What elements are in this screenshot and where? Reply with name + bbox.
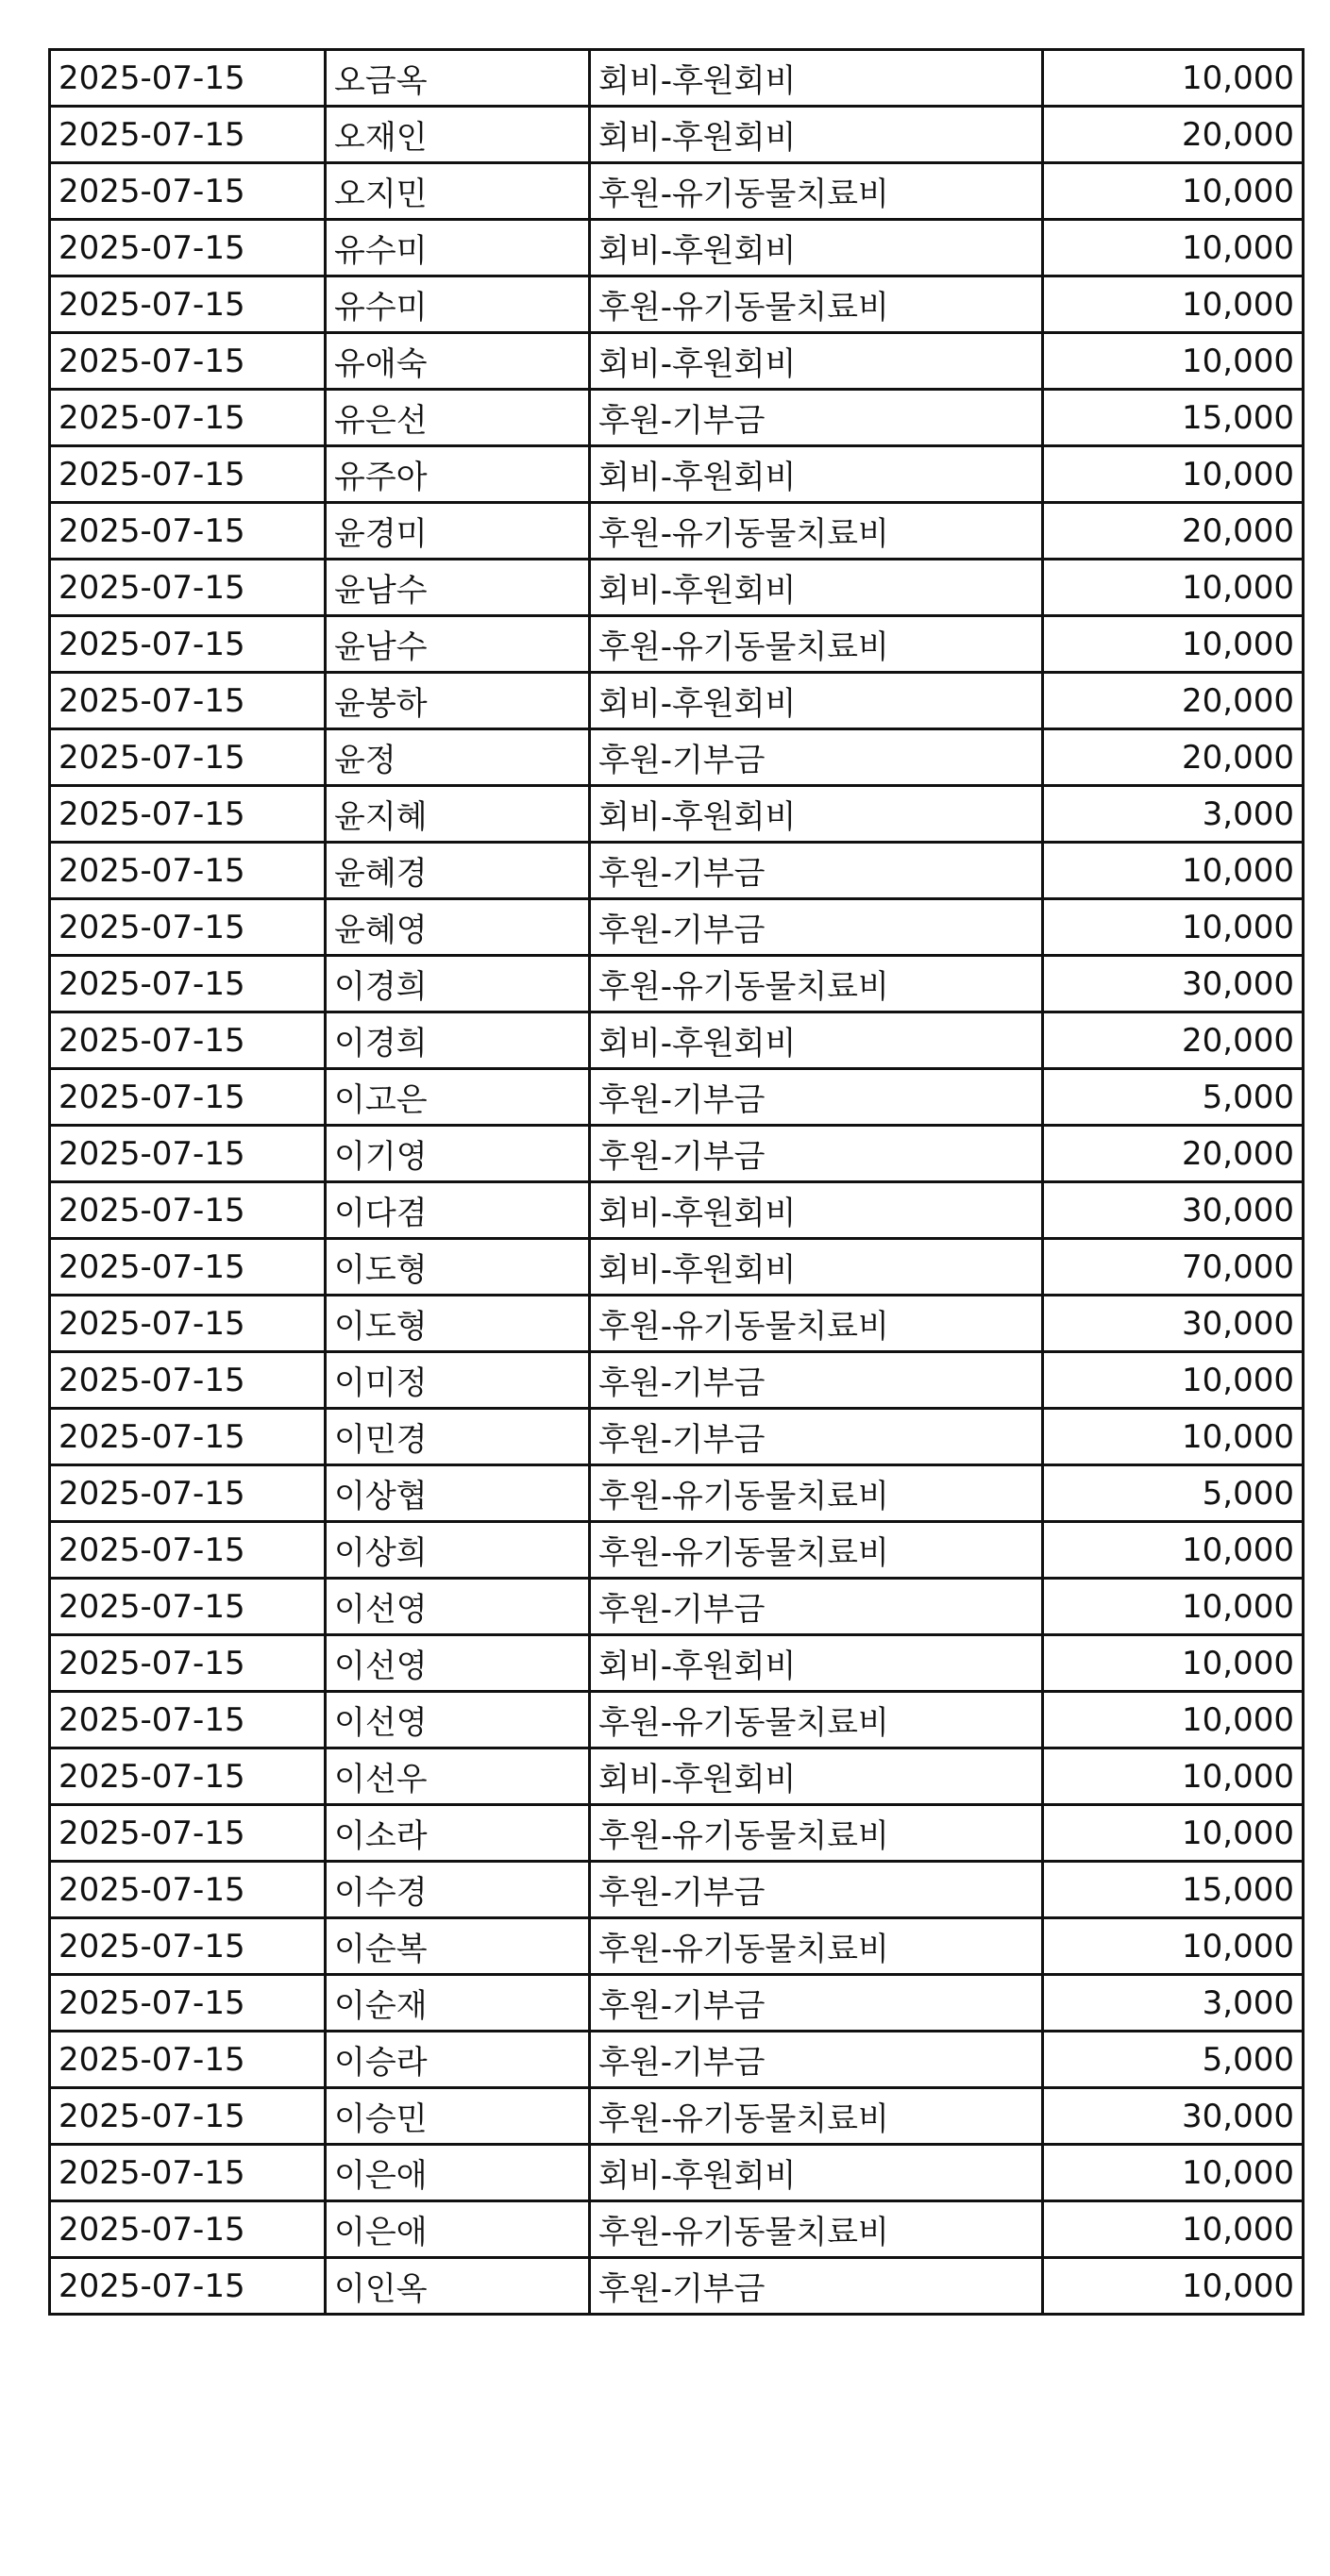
- table-row: [50, 2088, 1304, 2145]
- amount-cell: 10,000: [1043, 1409, 1304, 1465]
- amount-cell: 15,000: [1043, 390, 1304, 446]
- amount-cell: 30,000: [1043, 2088, 1304, 2145]
- table-row: [50, 1012, 1304, 1069]
- amount-cell: 70,000: [1043, 1239, 1304, 1296]
- date-cell: 2025-07-15: [50, 1296, 326, 1352]
- date-cell: 2025-07-15: [50, 1239, 326, 1296]
- table-row: [50, 333, 1304, 390]
- table-row: [50, 1805, 1304, 1862]
- table-row: [50, 1748, 1304, 1805]
- table-row: [50, 220, 1304, 276]
- amount-cell: 10,000: [1043, 2145, 1304, 2201]
- category-cell: 후원-기부금: [590, 1352, 1043, 1409]
- category-cell: 후원-유기동물치료비: [590, 2201, 1043, 2258]
- amount-cell: 10,000: [1043, 1692, 1304, 1748]
- table-row: [50, 843, 1304, 899]
- category-cell: 회비-후원회비: [590, 1239, 1043, 1296]
- table-row: [50, 786, 1304, 843]
- date-cell: 2025-07-15: [50, 107, 326, 163]
- name-cell: 이경희: [326, 1012, 590, 1069]
- category-cell: 후원-기부금: [590, 729, 1043, 786]
- date-cell: 2025-07-15: [50, 2258, 326, 2315]
- name-cell: 이상협: [326, 1465, 590, 1522]
- table-row: [50, 1579, 1304, 1635]
- category-cell: 회비-후원회비: [590, 1182, 1043, 1239]
- table-row: [50, 2145, 1304, 2201]
- amount-cell: 10,000: [1043, 446, 1304, 503]
- name-cell: 윤혜경: [326, 843, 590, 899]
- category-cell: 후원-유기동물치료비: [590, 503, 1043, 560]
- date-cell: 2025-07-15: [50, 843, 326, 899]
- category-cell: 회비-후원회비: [590, 1012, 1043, 1069]
- amount-cell: 10,000: [1043, 1805, 1304, 1862]
- amount-cell: 20,000: [1043, 107, 1304, 163]
- date-cell: 2025-07-15: [50, 956, 326, 1012]
- table-row: [50, 956, 1304, 1012]
- name-cell: 이선영: [326, 1635, 590, 1692]
- category-cell: 후원-기부금: [590, 2258, 1043, 2315]
- category-cell: 회비-후원회비: [590, 560, 1043, 616]
- category-cell: 후원-기부금: [590, 1069, 1043, 1126]
- name-cell: 이미정: [326, 1352, 590, 1409]
- amount-cell: 30,000: [1043, 1182, 1304, 1239]
- date-cell: 2025-07-15: [50, 899, 326, 956]
- table-row: [50, 1692, 1304, 1748]
- date-cell: 2025-07-15: [50, 2088, 326, 2145]
- amount-cell: 20,000: [1043, 673, 1304, 729]
- table-row: [50, 107, 1304, 163]
- amount-cell: 10,000: [1043, 50, 1304, 107]
- amount-cell: 3,000: [1043, 1975, 1304, 2032]
- category-cell: 후원-기부금: [590, 2032, 1043, 2088]
- amount-cell: 20,000: [1043, 1012, 1304, 1069]
- amount-cell: 10,000: [1043, 1748, 1304, 1805]
- category-cell: 후원-기부금: [590, 1862, 1043, 1918]
- category-cell: 후원-유기동물치료비: [590, 2088, 1043, 2145]
- date-cell: 2025-07-15: [50, 2145, 326, 2201]
- name-cell: 이기영: [326, 1126, 590, 1182]
- table-row: [50, 1635, 1304, 1692]
- name-cell: 이민경: [326, 1409, 590, 1465]
- name-cell: 이승라: [326, 2032, 590, 2088]
- name-cell: 이다겸: [326, 1182, 590, 1239]
- table-row: [50, 1409, 1304, 1465]
- table-row: [50, 1522, 1304, 1579]
- name-cell: 이순재: [326, 1975, 590, 2032]
- date-cell: 2025-07-15: [50, 673, 326, 729]
- date-cell: 2025-07-15: [50, 276, 326, 333]
- table-row: [50, 163, 1304, 220]
- amount-cell: 10,000: [1043, 2258, 1304, 2315]
- date-cell: 2025-07-15: [50, 503, 326, 560]
- category-cell: 후원-기부금: [590, 899, 1043, 956]
- category-cell: 회비-후원회비: [590, 2145, 1043, 2201]
- amount-cell: 10,000: [1043, 163, 1304, 220]
- date-cell: 2025-07-15: [50, 333, 326, 390]
- name-cell: 유주아: [326, 446, 590, 503]
- name-cell: 이은애: [326, 2145, 590, 2201]
- category-cell: 회비-후원회비: [590, 50, 1043, 107]
- table-row: [50, 446, 1304, 503]
- category-cell: 회비-후원회비: [590, 786, 1043, 843]
- category-cell: 후원-유기동물치료비: [590, 1296, 1043, 1352]
- table-row: [50, 2032, 1304, 2088]
- name-cell: 윤남수: [326, 616, 590, 673]
- category-cell: 후원-유기동물치료비: [590, 616, 1043, 673]
- date-cell: 2025-07-15: [50, 50, 326, 107]
- category-cell: 후원-기부금: [590, 1409, 1043, 1465]
- amount-cell: 10,000: [1043, 276, 1304, 333]
- name-cell: 이선영: [326, 1692, 590, 1748]
- amount-cell: 10,000: [1043, 1579, 1304, 1635]
- table-row: [50, 899, 1304, 956]
- table-row: [50, 1126, 1304, 1182]
- name-cell: 유은선: [326, 390, 590, 446]
- name-cell: 유수미: [326, 220, 590, 276]
- table-row: [50, 2201, 1304, 2258]
- amount-cell: 10,000: [1043, 1522, 1304, 1579]
- name-cell: 오지민: [326, 163, 590, 220]
- category-cell: 후원-유기동물치료비: [590, 1522, 1043, 1579]
- date-cell: 2025-07-15: [50, 2032, 326, 2088]
- name-cell: 이승민: [326, 2088, 590, 2145]
- table-row: [50, 673, 1304, 729]
- name-cell: 이경희: [326, 956, 590, 1012]
- date-cell: 2025-07-15: [50, 1352, 326, 1409]
- name-cell: 오재인: [326, 107, 590, 163]
- category-cell: 회비-후원회비: [590, 1635, 1043, 1692]
- date-cell: 2025-07-15: [50, 2201, 326, 2258]
- category-cell: 후원-유기동물치료비: [590, 1692, 1043, 1748]
- amount-cell: 20,000: [1043, 729, 1304, 786]
- table-row: [50, 503, 1304, 560]
- ledger-body: [50, 50, 1304, 2315]
- category-cell: 회비-후원회비: [590, 446, 1043, 503]
- amount-cell: 10,000: [1043, 220, 1304, 276]
- category-cell: 후원-유기동물치료비: [590, 1918, 1043, 1975]
- date-cell: 2025-07-15: [50, 786, 326, 843]
- name-cell: 유애숙: [326, 333, 590, 390]
- date-cell: 2025-07-15: [50, 616, 326, 673]
- table-row: [50, 390, 1304, 446]
- name-cell: 이수경: [326, 1862, 590, 1918]
- amount-cell: 5,000: [1043, 1069, 1304, 1126]
- name-cell: 이선우: [326, 1748, 590, 1805]
- date-cell: 2025-07-15: [50, 1635, 326, 1692]
- amount-cell: 30,000: [1043, 1296, 1304, 1352]
- date-cell: 2025-07-15: [50, 1975, 326, 2032]
- category-cell: 후원-유기동물치료비: [590, 276, 1043, 333]
- date-cell: 2025-07-15: [50, 1465, 326, 1522]
- amount-cell: 10,000: [1043, 2201, 1304, 2258]
- name-cell: 이선영: [326, 1579, 590, 1635]
- category-cell: 후원-기부금: [590, 1579, 1043, 1635]
- date-cell: 2025-07-15: [50, 1126, 326, 1182]
- category-cell: 회비-후원회비: [590, 673, 1043, 729]
- table-row: [50, 1352, 1304, 1409]
- table-row: [50, 1296, 1304, 1352]
- amount-cell: 10,000: [1043, 616, 1304, 673]
- table-row: [50, 1465, 1304, 1522]
- date-cell: 2025-07-15: [50, 1012, 326, 1069]
- category-cell: 후원-기부금: [590, 1126, 1043, 1182]
- donation-ledger-table: [48, 48, 1305, 2316]
- date-cell: 2025-07-15: [50, 1918, 326, 1975]
- amount-cell: 10,000: [1043, 333, 1304, 390]
- date-cell: 2025-07-15: [50, 560, 326, 616]
- date-cell: 2025-07-15: [50, 446, 326, 503]
- table-row: [50, 1975, 1304, 2032]
- date-cell: 2025-07-15: [50, 1522, 326, 1579]
- amount-cell: 30,000: [1043, 956, 1304, 1012]
- amount-cell: 10,000: [1043, 1918, 1304, 1975]
- date-cell: 2025-07-15: [50, 220, 326, 276]
- table-row: [50, 1239, 1304, 1296]
- amount-cell: 10,000: [1043, 560, 1304, 616]
- category-cell: 후원-유기동물치료비: [590, 1465, 1043, 1522]
- table-row: [50, 616, 1304, 673]
- table-row: [50, 729, 1304, 786]
- category-cell: 후원-유기동물치료비: [590, 1805, 1043, 1862]
- name-cell: 오금옥: [326, 50, 590, 107]
- date-cell: 2025-07-15: [50, 1579, 326, 1635]
- date-cell: 2025-07-15: [50, 729, 326, 786]
- category-cell: 후원-기부금: [590, 1975, 1043, 2032]
- category-cell: 후원-기부금: [590, 843, 1043, 899]
- table-row: [50, 1862, 1304, 1918]
- date-cell: 2025-07-15: [50, 390, 326, 446]
- table-row: [50, 1182, 1304, 1239]
- date-cell: 2025-07-15: [50, 1692, 326, 1748]
- category-cell: 회비-후원회비: [590, 333, 1043, 390]
- amount-cell: 10,000: [1043, 899, 1304, 956]
- amount-cell: 5,000: [1043, 1465, 1304, 1522]
- amount-cell: 15,000: [1043, 1862, 1304, 1918]
- date-cell: 2025-07-15: [50, 1805, 326, 1862]
- category-cell: 후원-유기동물치료비: [590, 163, 1043, 220]
- amount-cell: 10,000: [1043, 843, 1304, 899]
- name-cell: 이소라: [326, 1805, 590, 1862]
- table-row: [50, 2258, 1304, 2315]
- name-cell: 윤남수: [326, 560, 590, 616]
- category-cell: 회비-후원회비: [590, 107, 1043, 163]
- table-row: [50, 1918, 1304, 1975]
- table-row: [50, 276, 1304, 333]
- name-cell: 윤봉하: [326, 673, 590, 729]
- name-cell: 이고은: [326, 1069, 590, 1126]
- table-row: [50, 560, 1304, 616]
- amount-cell: 5,000: [1043, 2032, 1304, 2088]
- category-cell: 회비-후원회비: [590, 220, 1043, 276]
- name-cell: 윤정: [326, 729, 590, 786]
- category-cell: 후원-기부금: [590, 390, 1043, 446]
- table-row: [50, 1069, 1304, 1126]
- amount-cell: 3,000: [1043, 786, 1304, 843]
- date-cell: 2025-07-15: [50, 1069, 326, 1126]
- category-cell: 후원-유기동물치료비: [590, 956, 1043, 1012]
- table-row: [50, 50, 1304, 107]
- name-cell: 윤혜영: [326, 899, 590, 956]
- date-cell: 2025-07-15: [50, 1409, 326, 1465]
- amount-cell: 20,000: [1043, 503, 1304, 560]
- name-cell: 윤지혜: [326, 786, 590, 843]
- name-cell: 이인옥: [326, 2258, 590, 2315]
- date-cell: 2025-07-15: [50, 1748, 326, 1805]
- date-cell: 2025-07-15: [50, 1862, 326, 1918]
- date-cell: 2025-07-15: [50, 1182, 326, 1239]
- date-cell: 2025-07-15: [50, 163, 326, 220]
- name-cell: 이도형: [326, 1239, 590, 1296]
- amount-cell: 10,000: [1043, 1352, 1304, 1409]
- name-cell: 이도형: [326, 1296, 590, 1352]
- amount-cell: 20,000: [1043, 1126, 1304, 1182]
- name-cell: 이상희: [326, 1522, 590, 1579]
- name-cell: 유수미: [326, 276, 590, 333]
- name-cell: 이은애: [326, 2201, 590, 2258]
- amount-cell: 10,000: [1043, 1635, 1304, 1692]
- name-cell: 윤경미: [326, 503, 590, 560]
- category-cell: 회비-후원회비: [590, 1748, 1043, 1805]
- name-cell: 이순복: [326, 1918, 590, 1975]
